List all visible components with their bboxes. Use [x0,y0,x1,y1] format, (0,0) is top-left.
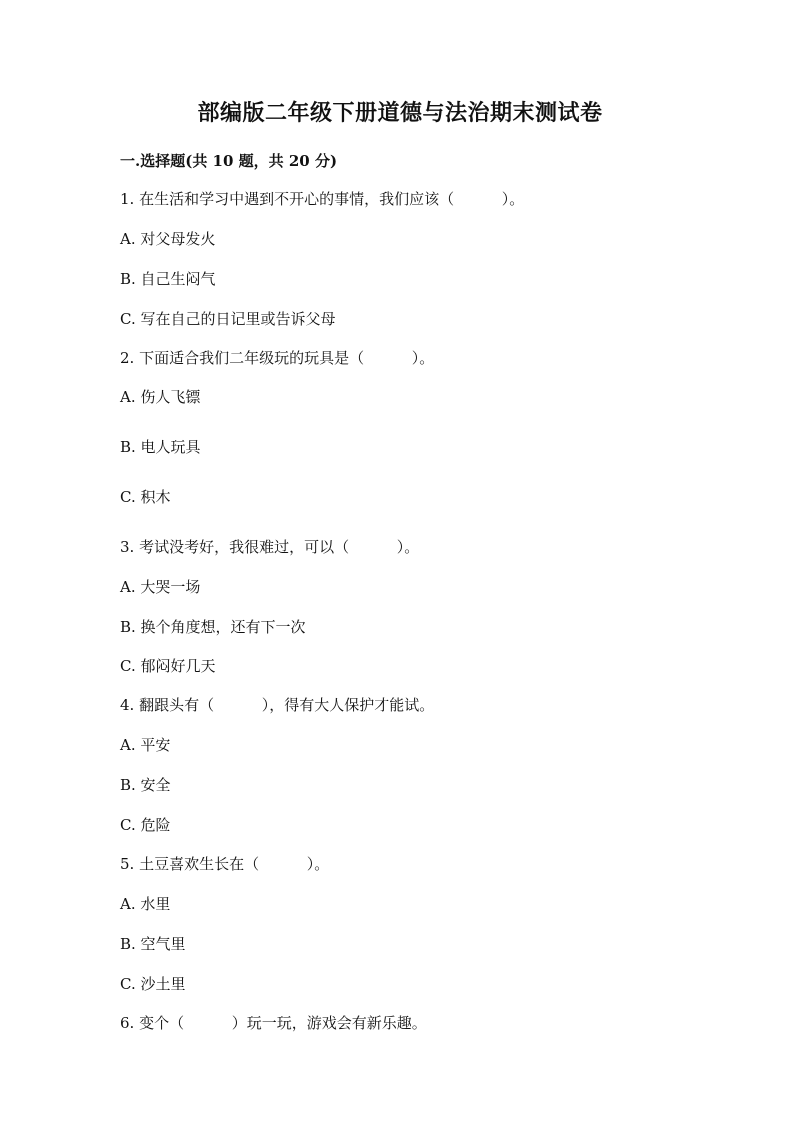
question-3-option-c: C. 郁闷好几天 [120,657,216,675]
question-4-stem: 4. 翻跟头有（ ），得有大人保护才能试。 [120,696,435,714]
question-5-option-b: B. 空气里 [120,935,186,953]
question-4-option-a: A. 平安 [120,736,171,754]
question-4-option-c: C. 危险 [120,816,171,834]
document-title: 部编版二年级下册道德与法治期末测试卷 [197,100,603,126]
section-heading: 一.选择题(共 10 题，共 20 分) [120,152,338,170]
question-2-stem: 2. 下面适合我们二年级玩的玩具是（ ）。 [120,349,435,367]
question-1-option-a: A. 对父母发火 [120,230,216,248]
question-5-option-c: C. 沙土里 [120,975,186,993]
question-3-option-a: A. 大哭一场 [120,578,201,596]
question-2-option-c: C. 积木 [120,488,171,506]
question-5-option-a: A. 水里 [120,895,171,913]
question-1-stem: 1. 在生活和学习中遇到不开心的事情，我们应该（ ）。 [120,190,525,208]
question-1-option-c: C. 写在自己的日记里或告诉父母 [120,310,336,328]
question-3-stem: 3. 考试没考好，我很难过，可以（ ）。 [120,538,420,556]
question-4-option-b: B. 安全 [120,776,171,794]
question-3-option-b: B. 换个角度想，还有下一次 [120,618,306,636]
question-1-option-b: B. 自己生闷气 [120,270,216,288]
question-5-stem: 5. 土豆喜欢生长在（ ）。 [120,855,330,873]
question-2-option-a: A. 伤人飞镖 [120,388,201,406]
question-2-option-b: B. 电人玩具 [120,438,201,456]
question-6-stem: 6. 变个（ ）玩一玩，游戏会有新乐趣。 [120,1014,427,1032]
